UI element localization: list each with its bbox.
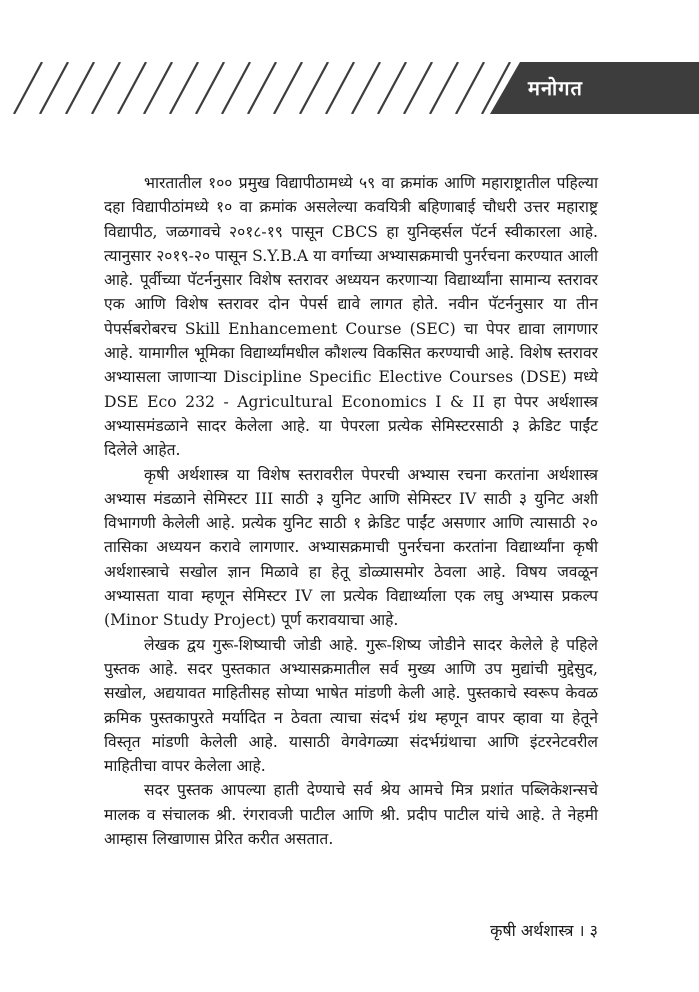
- chapter-header: [0, 62, 699, 114]
- header-tab: [490, 62, 699, 114]
- preface-body: [104, 171, 598, 851]
- paragraph: सदर पुस्तक आपल्या हाती देण्याचे सर्व श्रेय आमचे मित्र प्रशांत पब्लिकेशन्सचे मालक व संचालक श्री. रंगरावजी पाटील आणि श्री. प्रदीप पाटील यांचे आहे. ते नेहमी आम्हास लिखाणास प्रेरित करीत असतात.: [104, 781, 598, 849]
- paragraph: लेखक द्वय गुरू-शिष्याची जोडी आहे. गुरू-शिष्य जोडीने सादर केलेले हे पहिले पुस्तक आहे. सदर पुस्तकात अभ्यासक्रमातील सर्व मुख्य आणि उप मुद्यांची मुद्देसुद, सखोल, अद्ययावत माहितीसह सोप्या भाषेत मांडणी केली आहे. पुस्तकाचे स्वरूप केवळ क्रमिक पुस्तकापुरते मर्यादित न ठेवता त्याचा संदर्भ ग्रंथ म्हणून वापर व्हावा या हेतूने विस्तृत मांडणी केलेली आहे. यासाठी वेगवेगळ्या संदर्भग्रंथाचा आणि इंटरनेटवरील माहितीचा वापर केलेला आहे.: [104, 635, 598, 776]
- header-stripes-decoration: [0, 62, 520, 114]
- paragraph: भारतातील १०० प्रमुख विद्यापीठामध्ये ५९ वा क्रमांक आणि महाराष्ट्रातील पहिल्या दहा विद्यापीठांमध्ये १० वा क्रमांक असलेल्या कवयित्री बहिणाबाई चौधरी उत्तर महाराष्ट्र विद्यापीठ, जळगावचे २०१८-१९ पासून CBCS हा युनिव्हर्सल पॅटर्न स्वीकारला आहे. त्यानुसार २०१९-२० पासून S.Y.B.A या वर्गाच्या अभ्यासक्रमाची पुनर्रचना करण्यात आली आहे. पूर्वीच्या पॅटर्ननुसार विशेष स्तरावर अध्ययन करणाऱ्या विद्यार्थ्यांना सामान्य स्तरावर एक आणि विशेष स्तरावर दोन पेपर्स द्यावे लागत होते. नवीन पॅटर्ननुसार या तीन पेपर्सबरोबरच Skill Enhancement Course (SEC) चा पेपर द्यावा लागणार आहे. यामागील भूमिका विद्यार्थ्यांमधील कौशल्य विकसित करण्याची आहे. विशेष स्तरावर अभ्यासला जाणाऱ्या Discipline Specific Elective Courses (DSE) मध्ये DSE Eco 232 - Agricultural Economics I & II हा पेपर अर्थशास्त्र अभ्यासमंडळाने सादर केलेला आहे. या पेपरला प्रत्येक सेमिस्टरसाठी ३ क्रेडिट पाईंट दिलेले आहेत.: [104, 174, 598, 460]
- chapter-title: मनोगत: [528, 76, 583, 100]
- page-footer: कृषी अर्थशास्त्र । ३: [490, 921, 598, 940]
- paragraph: कृषी अर्थशास्त्र या विशेष स्तरावरील पेपरची अभ्यास रचना करतांना अर्थशास्त्र अभ्यास मंडळाने सेमिस्टर III साठी ३ युनिट आणि सेमिस्टर IV साठी ३ युनिट अशी विभागणी केलेली आहे. प्रत्येक युनिट साठी १ क्रेडिट पाईंट असणार आणि त्यासाठी २० तासिका अध्ययन करावे लागणार. अभ्यासक्रमाची पुनर्रचना करतांना विद्यार्थ्यांना कृषी अर्थशास्त्राचे सखोल ज्ञान मिळावे हा हेतू डोळ्यासमोर ठेवला आहे. विषय जवळून अभ्यासता यावा म्हणून सेमिस्टर IV ला प्रत्येक विद्यार्थ्याला एक लघु अभ्यास प्रकल्प (Minor Study Project) पूर्ण करावयाचा आहे.: [104, 465, 598, 630]
